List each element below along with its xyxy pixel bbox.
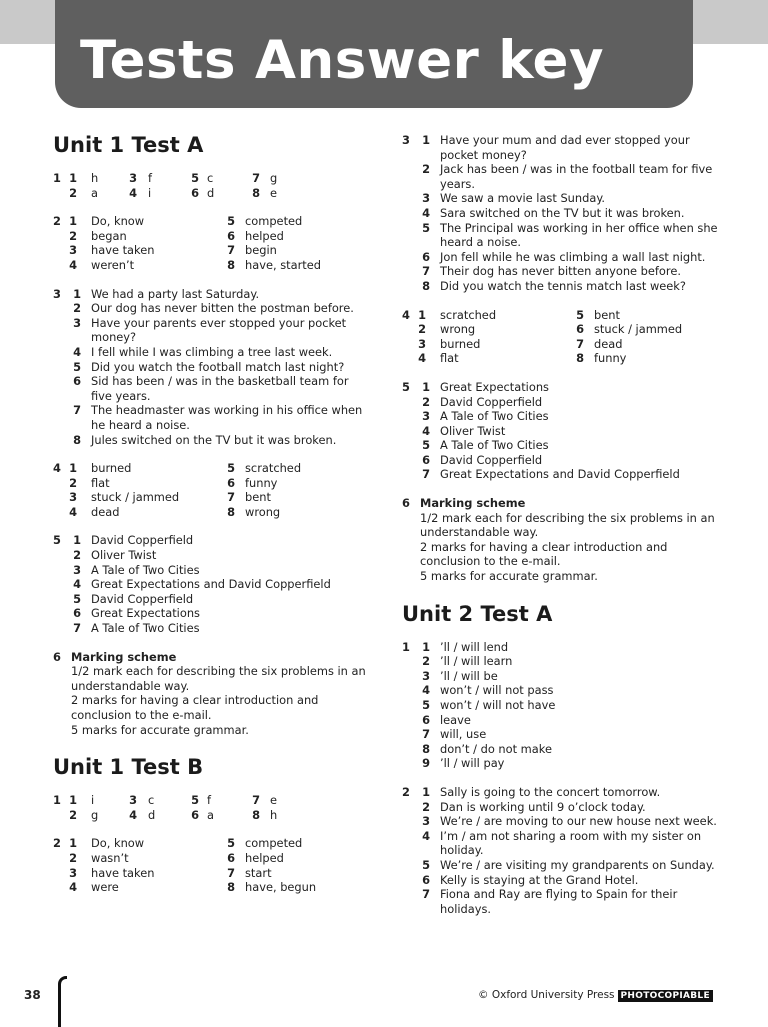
answer: Do, know — [91, 214, 145, 229]
answer: f — [148, 171, 153, 185]
answer: Oliver Twist — [91, 548, 157, 563]
marking-line: 1/2 mark each for describing the six problems in an understandable way. — [420, 510, 715, 540]
item-number: 4 — [73, 344, 81, 359]
item-number: 5 — [422, 438, 430, 453]
answer: burned — [440, 336, 481, 351]
item-number: 3 — [73, 562, 81, 577]
answer: Dan is working until 9 o’clock today. — [440, 799, 646, 814]
answer: e — [270, 793, 278, 808]
left-column — [53, 131, 371, 895]
answer: David Copperfield — [91, 591, 194, 606]
item-number: 5 — [422, 220, 430, 235]
item-number: 7 — [227, 243, 235, 258]
marking-line: 2 marks for having a clear introduction and conclusion to the e-mail. — [420, 539, 668, 569]
answer: h — [270, 807, 278, 822]
item-number: 3 — [129, 793, 137, 808]
item-number: 7 — [422, 887, 430, 902]
exercise-number: 3 — [402, 133, 410, 147]
answer: began — [91, 228, 127, 243]
item-number: 1 — [73, 286, 81, 301]
answer: Their dog has never bitten anyone before. — [440, 264, 681, 279]
exercise-number: 5 — [402, 379, 410, 394]
item-number: 2 — [418, 322, 426, 337]
answer: d — [207, 185, 215, 200]
item-number: 3 — [422, 191, 430, 206]
answer: Did you watch the football match last night? — [91, 359, 345, 374]
item-number: 7 — [422, 727, 430, 742]
item-number: 2 — [69, 850, 77, 865]
answer: We’re / are visiting my grandparents on Sunday. — [440, 857, 715, 872]
exercise-2 — [53, 214, 371, 272]
answer: i — [148, 185, 152, 200]
answer: We saw a movie last Sunday. — [440, 191, 606, 206]
item-number: 6 — [422, 712, 430, 727]
answer: Have your parents ever stopped your pocket money? — [91, 315, 347, 345]
marking-scheme-heading: Marking scheme — [71, 649, 177, 664]
item-number: 8 — [227, 504, 235, 519]
photocopiable-badge: PHOTOCOPIABLE — [618, 990, 713, 1002]
answer: stuck / jammed — [594, 322, 683, 337]
answer: David Copperfield — [91, 533, 194, 548]
exercise-5 — [53, 533, 371, 635]
item-number: 3 — [69, 865, 77, 880]
item-number: 5 — [422, 857, 430, 872]
answer: g — [270, 171, 278, 185]
item-number: 6 — [227, 475, 235, 490]
item-number: 6 — [227, 850, 235, 865]
item-number: 1 — [422, 639, 430, 654]
item-number: 5 — [422, 698, 430, 712]
item-number: 6 — [73, 606, 81, 621]
answer: begin — [245, 243, 277, 258]
item-number: 1 — [422, 784, 430, 799]
answer: won’t / will not have — [440, 698, 556, 712]
exercise-number: 2 — [53, 836, 61, 851]
answer: wrong — [440, 322, 476, 337]
item-number: 2 — [422, 394, 430, 409]
item-number: 8 — [422, 278, 430, 293]
item-number: 3 — [418, 336, 426, 351]
unit-heading: Unit 1 Test B — [53, 755, 204, 780]
answer: competed — [245, 214, 303, 229]
item-number: 6 — [422, 452, 430, 467]
item-number: 1 — [69, 836, 77, 851]
item-number: 4 — [129, 807, 137, 822]
item-number: 8 — [422, 741, 430, 756]
answer: Kelly is staying at the Grand Hotel. — [440, 872, 639, 887]
item-number: 8 — [252, 185, 260, 200]
answer: A Tale of Two Cities — [91, 621, 200, 636]
item-number: 7 — [73, 403, 81, 418]
item-number: 1 — [69, 214, 77, 229]
unit-heading: Unit 2 Test A — [402, 601, 553, 626]
item-number: 3 — [422, 814, 430, 829]
item-number: 2 — [422, 799, 430, 814]
answer: f — [207, 793, 212, 808]
answer: c — [207, 171, 214, 185]
answer: The Principal was working in her office when she heard a noise. — [440, 220, 718, 250]
exercise-number: 1 — [53, 793, 61, 808]
answer: a — [91, 185, 98, 200]
item-number: 7 — [73, 621, 81, 636]
item-number: 4 — [69, 880, 77, 895]
answer: stuck / jammed — [91, 490, 180, 505]
answer: bent — [594, 307, 620, 322]
answer: have, begun — [245, 880, 317, 895]
answer: will, use — [440, 727, 487, 742]
answer: wasn’t — [91, 850, 129, 865]
answer: start — [245, 865, 272, 880]
exercise-4 — [402, 308, 722, 366]
page-number: 38 — [24, 988, 41, 1002]
item-number: 3 — [69, 490, 77, 505]
item-number: 6 — [73, 374, 81, 389]
answer: Do, know — [91, 836, 145, 851]
marking-scheme-heading: Marking scheme — [420, 496, 526, 511]
item-number: 5 — [227, 461, 235, 476]
item-number: 6 — [576, 322, 584, 337]
answer: A Tale of Two Cities — [440, 438, 549, 453]
exercise-number: 4 — [402, 307, 410, 322]
item-number: 1 — [69, 171, 77, 185]
exercise-3 — [53, 287, 371, 448]
answer: Did you watch the tennis match last week? — [440, 278, 686, 293]
answer: Great Expectations — [440, 379, 549, 394]
answer: c — [148, 793, 155, 808]
item-number: 2 — [73, 301, 81, 316]
answer: Jack has been / was in the football team for five years. — [440, 162, 713, 191]
exercise-number: 5 — [53, 533, 61, 548]
answer: have taken — [91, 865, 155, 880]
item-number: 5 — [73, 359, 81, 374]
answer: Sid has been / was in the basketball team for five years. — [91, 374, 349, 403]
exercise-2 — [53, 836, 371, 894]
answer: A Tale of Two Cities — [440, 409, 549, 424]
answer: ’ll / will be — [440, 668, 498, 683]
exercise-number: 1 — [402, 639, 410, 654]
exercise-4 — [53, 461, 371, 519]
exercise-number: 3 — [53, 286, 61, 301]
item-number: 2 — [69, 228, 77, 243]
exercise-2 — [402, 785, 722, 916]
answer: Great Expectations and David Copperfield — [440, 467, 680, 482]
item-number: 2 — [69, 475, 77, 490]
answer: ’ll / will learn — [440, 654, 513, 669]
exercise-1 — [402, 640, 722, 771]
item-number: 7 — [252, 793, 260, 808]
answer: Sara switched on the TV but it was broken. — [440, 205, 685, 220]
answer: i — [91, 793, 95, 808]
item-number: 6 — [191, 185, 199, 200]
item-number: 5 — [576, 307, 584, 322]
item-number: 3 — [69, 243, 77, 258]
item-number: 5 — [227, 836, 235, 851]
answer: scratched — [245, 461, 302, 476]
answer: wrong — [245, 504, 281, 519]
exercise-6 — [53, 650, 371, 738]
publisher-credit — [478, 989, 713, 1002]
answer: d — [148, 807, 156, 822]
item-number: 7 — [227, 865, 235, 880]
answer: burned — [91, 461, 132, 476]
answer: I’m / am not sharing a room with my sister on holiday. — [440, 828, 702, 858]
item-number: 7 — [422, 467, 430, 482]
exercise-5 — [402, 380, 722, 482]
answer: e — [270, 185, 278, 200]
item-number: 5 — [73, 591, 81, 606]
item-number: 6 — [191, 807, 199, 822]
item-number: 4 — [418, 351, 426, 366]
item-number: 1 — [422, 379, 430, 394]
answer: David Copperfield — [440, 394, 543, 409]
answer: Jules switched on the TV but it was broken. — [91, 432, 337, 447]
item-number: 4 — [69, 504, 77, 519]
item-number: 3 — [129, 171, 137, 185]
item-number: 6 — [227, 228, 235, 243]
item-number: 7 — [576, 336, 584, 351]
answer: helped — [245, 228, 284, 243]
answer: Fiona and Ray are flying to Spain for their holidays. — [440, 887, 678, 916]
marking-line: 5 marks for accurate grammar. — [420, 569, 598, 584]
exercise-1 — [53, 171, 371, 200]
exercise-number: 6 — [53, 649, 61, 664]
item-number: 1 — [69, 793, 77, 808]
marking-line: 1/2 mark each for describing the six problems in an understandable way. — [71, 664, 366, 693]
item-number: 2 — [69, 807, 77, 822]
item-number: 8 — [227, 257, 235, 272]
answer: ’ll / will lend — [440, 639, 509, 654]
answer: I fell while I was climbing a tree last week. — [91, 344, 333, 359]
answer: flat — [440, 351, 459, 366]
page-bracket — [58, 976, 67, 1027]
exercise-6 — [402, 496, 722, 584]
item-number: 4 — [422, 828, 430, 843]
answer: won’t / will not pass — [440, 683, 554, 698]
item-number: 1 — [422, 133, 430, 147]
item-number: 7 — [422, 264, 430, 279]
item-number: 9 — [422, 756, 430, 771]
item-number: 4 — [69, 257, 77, 272]
answer: dead — [594, 336, 623, 351]
exercise-1 — [53, 793, 371, 822]
marking-line: 2 marks for having a clear introduction and conclusion to the e-mail. — [71, 693, 319, 722]
item-number: 2 — [422, 162, 430, 177]
item-number: 6 — [422, 249, 430, 264]
unit-heading: Unit 1 Test A — [53, 133, 204, 157]
answer: David Copperfield — [440, 452, 543, 467]
item-number: 1 — [418, 307, 426, 322]
answer: funny — [245, 475, 278, 490]
answer: h — [91, 171, 99, 185]
answer: a — [207, 807, 214, 822]
answer: helped — [245, 850, 284, 865]
answer: competed — [245, 836, 303, 851]
exercise-number: 4 — [53, 461, 61, 476]
item-number: 4 — [422, 205, 430, 220]
marking-line: 5 marks for accurate grammar. — [71, 722, 249, 737]
page-title: Tests Answer key — [80, 30, 605, 91]
answer: We had a party last Saturday. — [91, 286, 260, 301]
answer: Great Expectations — [91, 606, 200, 621]
item-number: 1 — [73, 533, 81, 548]
answer: Jon fell while he was climbing a wall last night. — [440, 249, 706, 264]
item-number: 8 — [227, 880, 235, 895]
item-number: 3 — [73, 315, 81, 330]
answer: Sally is going to the concert tomorrow. — [440, 784, 661, 799]
item-number: 8 — [252, 807, 260, 822]
answer: g — [91, 807, 99, 822]
item-number: 3 — [422, 409, 430, 424]
exercise-3 — [402, 133, 722, 294]
exercise-number: 2 — [53, 214, 61, 229]
answer: Our dog has never bitten the postman before. — [91, 301, 354, 316]
answer: Oliver Twist — [440, 423, 506, 438]
item-number: 2 — [69, 185, 77, 200]
publisher-text: © Oxford University Press — [478, 989, 615, 1001]
answer: We’re / are moving to our new house next week. — [440, 814, 717, 829]
item-number: 5 — [227, 214, 235, 229]
item-number: 8 — [576, 351, 584, 366]
answer: dead — [91, 504, 120, 519]
exercise-number: 1 — [53, 171, 61, 185]
answer: don’t / do not make — [440, 741, 552, 756]
item-number: 4 — [422, 423, 430, 438]
answer: have, started — [245, 257, 321, 272]
exercise-number: 6 — [402, 496, 410, 511]
answer: were — [91, 880, 119, 895]
item-number: 4 — [129, 185, 137, 200]
item-number: 4 — [422, 683, 430, 698]
item-number: 7 — [252, 171, 260, 185]
answer: A Tale of Two Cities — [91, 562, 200, 577]
item-number: 5 — [191, 171, 199, 185]
answer: bent — [245, 490, 271, 505]
item-number: 8 — [73, 432, 81, 447]
answer: Great Expectations and David Copperfield — [91, 577, 331, 592]
answer: funny — [594, 351, 627, 366]
answer: Have your mum and dad ever stopped your pocket money? — [440, 133, 690, 162]
exercise-number: 2 — [402, 784, 410, 799]
answer: The headmaster was working in his office when he heard a noise. — [91, 403, 363, 432]
item-number: 3 — [422, 668, 430, 683]
item-number: 2 — [422, 654, 430, 669]
answer: have taken — [91, 243, 155, 258]
item-number: 7 — [227, 490, 235, 505]
item-number: 5 — [191, 793, 199, 808]
item-number: 1 — [69, 461, 77, 476]
answer: scratched — [440, 307, 497, 322]
item-number: 6 — [422, 872, 430, 887]
answer: ’ll / will pay — [440, 756, 505, 771]
item-number: 4 — [73, 577, 81, 592]
right-column — [402, 131, 722, 916]
answer: leave — [440, 712, 471, 727]
answer: flat — [91, 475, 110, 490]
answer: weren’t — [91, 257, 135, 272]
item-number: 2 — [73, 548, 81, 563]
